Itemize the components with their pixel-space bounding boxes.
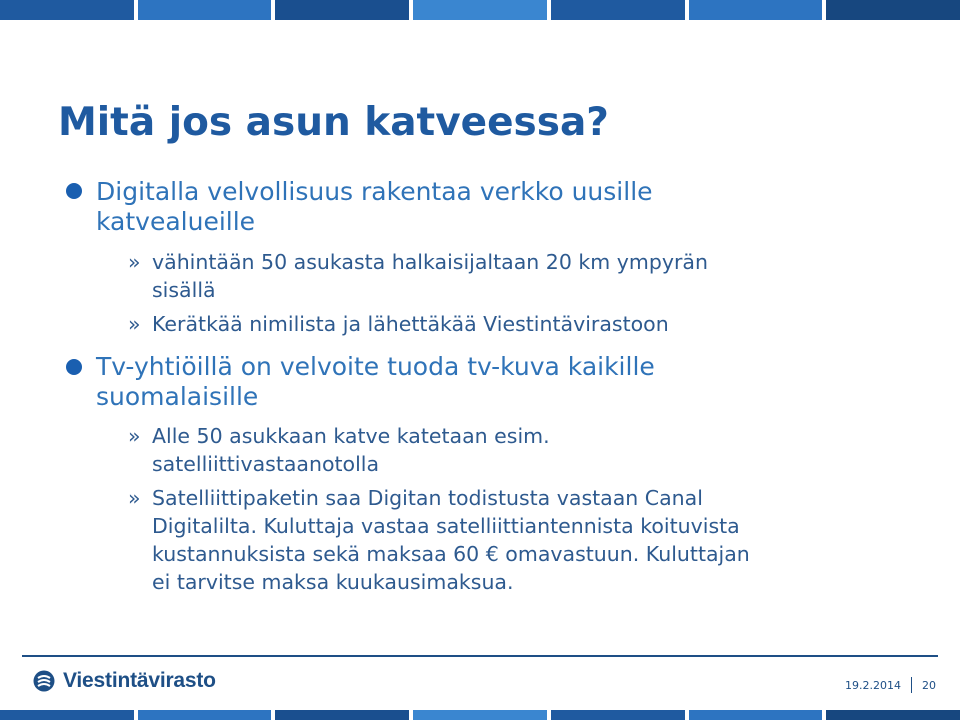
top-color-band <box>0 0 960 20</box>
sub-bullet-item <box>128 248 888 304</box>
band-segment <box>275 0 409 20</box>
bullet-dot-icon <box>66 359 82 375</box>
viestintavirasto-logo-icon <box>33 670 55 692</box>
sub-bullet-line: vähintään 50 asukasta halkaisijaltaan 20 km ympyrän <box>152 250 708 274</box>
band-segment <box>689 710 823 720</box>
footer-meta <box>845 677 936 693</box>
band-segment <box>0 0 134 20</box>
sub-bullet-line: kustannuksista sekä maksaa 60 € omavastuun. Kuluttajan <box>152 542 750 566</box>
band-segment <box>138 710 272 720</box>
band-segment <box>551 0 685 20</box>
band-segment <box>413 0 547 20</box>
sub-bullet-line: satelliittivastaanotolla <box>152 452 380 476</box>
sub-bullet-item <box>128 422 888 478</box>
logo-text: Viestintävirasto <box>63 669 216 692</box>
bullet-line: katvealueille <box>96 207 256 236</box>
band-segment <box>275 710 409 720</box>
sub-bullet-line: Satelliittipaketin saa Digitan todistusta vastaan Canal <box>152 486 703 510</box>
band-segment <box>689 0 823 20</box>
bullet-line: Tv-yhtiöillä on velvoite tuoda tv-kuva kaikille <box>96 352 655 381</box>
bullet-line: Digitalla velvollisuus rakentaa verkko uusille <box>96 177 653 206</box>
bullet-item <box>96 352 816 412</box>
slide-title: Mitä jos asun katveessa? <box>58 100 609 145</box>
band-segment <box>826 710 960 720</box>
bullet-dot-icon <box>66 183 82 199</box>
band-segment <box>413 710 547 720</box>
band-segment <box>138 0 272 20</box>
sub-bullet-marker: » <box>128 250 141 274</box>
sub-bullet-line: sisällä <box>152 278 216 302</box>
bullet-line: suomalaisille <box>96 382 259 411</box>
footer-separator <box>911 677 912 693</box>
footer-logo <box>33 669 216 693</box>
sub-bullet-item <box>128 310 888 338</box>
sub-bullet-line: Kerätkää nimilista ja lähettäkää Viestintävirastoon <box>152 312 669 336</box>
bottom-color-band <box>0 710 960 720</box>
band-segment <box>826 0 960 20</box>
sub-bullet-item <box>128 484 888 596</box>
sub-bullet-line: ei tarvitse maksa kuukausimaksua. <box>152 570 514 594</box>
band-segment <box>0 710 134 720</box>
bullet-item <box>96 177 816 237</box>
sub-bullet-marker: » <box>128 312 141 336</box>
sub-bullet-marker: » <box>128 424 141 448</box>
band-segment <box>551 710 685 720</box>
sub-bullet-line: Alle 50 asukkaan katve katetaan esim. <box>152 424 550 448</box>
sub-bullet-marker: » <box>128 486 141 510</box>
footer-date: 19.2.2014 <box>845 678 901 692</box>
footer-divider <box>22 655 938 657</box>
page-number: 20 <box>922 678 936 692</box>
sub-bullet-line: Digitalilta. Kuluttaja vastaa satelliittiantennista koituvista <box>152 514 740 538</box>
